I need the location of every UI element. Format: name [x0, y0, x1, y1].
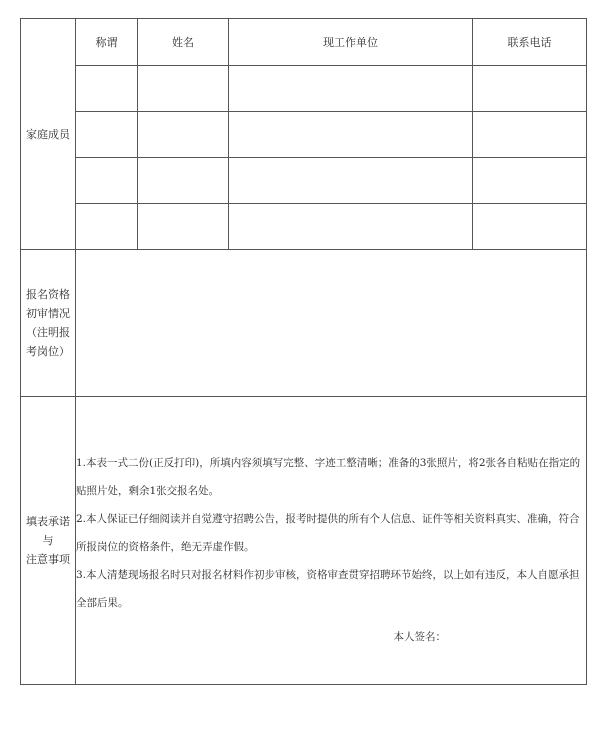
pledge-label-line: 与 [42, 534, 54, 547]
workplace-cell[interactable] [229, 66, 473, 112]
family-member-row [21, 158, 587, 204]
pledge-row [21, 397, 587, 685]
form-table [20, 18, 587, 685]
column-header-relation: 称谓 [76, 19, 138, 66]
workplace-cell[interactable] [229, 204, 473, 250]
signature-label: 本人签名： [393, 631, 446, 643]
relation-cell[interactable] [76, 112, 138, 158]
name-cell[interactable] [138, 204, 229, 250]
phone-cell[interactable] [473, 158, 587, 204]
name-cell[interactable] [138, 158, 229, 204]
qualification-row [21, 250, 587, 397]
qualification-label-line: （注明报 [26, 326, 70, 339]
relation-cell[interactable] [76, 158, 138, 204]
pledge-content [76, 397, 587, 685]
pledge-label-line: 填表承诺 [26, 515, 70, 528]
pledge-item: 3.本人清楚现场报名时只对报名材料作初步审核，资格审查贯穿招聘环节始终，以上如有违反，本人自愿承担全部后果。 [76, 569, 580, 609]
qualification-label [21, 250, 76, 397]
qualification-label-line: 报名资格 [26, 288, 70, 301]
qualification-label-line: 初审情况 [26, 307, 70, 320]
relation-cell[interactable] [76, 204, 138, 250]
pledge-item: 1.本表一式二份(正反打印)，所填内容须填写完整、字迹工整清晰；准备的3张照片，将2张各自粘贴在指定的贴照片处，剩余1张交报名处。 [76, 457, 581, 497]
qualification-label-line: 考岗位） [26, 345, 70, 358]
pledge-label-line: 注意事项 [26, 553, 70, 566]
phone-cell[interactable] [473, 204, 587, 250]
column-header-name: 姓名 [138, 19, 229, 66]
pledge-item: 2.本人保证已仔细阅读并自觉遵守招聘公告，报考时提供的所有个人信息、证件等相关资料真实、准确，符合所报岗位的资格条件，绝无弄虚作假。 [76, 513, 580, 553]
family-header-row [21, 19, 587, 66]
relation-cell[interactable] [76, 66, 138, 112]
workplace-cell[interactable] [229, 112, 473, 158]
name-cell[interactable] [138, 66, 229, 112]
column-header-workplace: 现工作单位 [229, 19, 473, 66]
pledge-label [21, 397, 76, 685]
workplace-cell[interactable] [229, 158, 473, 204]
family-member-row [21, 204, 587, 250]
phone-cell[interactable] [473, 112, 587, 158]
phone-cell[interactable] [473, 66, 587, 112]
name-cell[interactable] [138, 112, 229, 158]
family-member-row [21, 112, 587, 158]
family-member-row [21, 66, 587, 112]
family-section-label: 家庭成员 [21, 19, 76, 250]
column-header-phone: 联系电话 [473, 19, 587, 66]
registration-form [20, 18, 586, 684]
qualification-content[interactable] [76, 250, 587, 397]
